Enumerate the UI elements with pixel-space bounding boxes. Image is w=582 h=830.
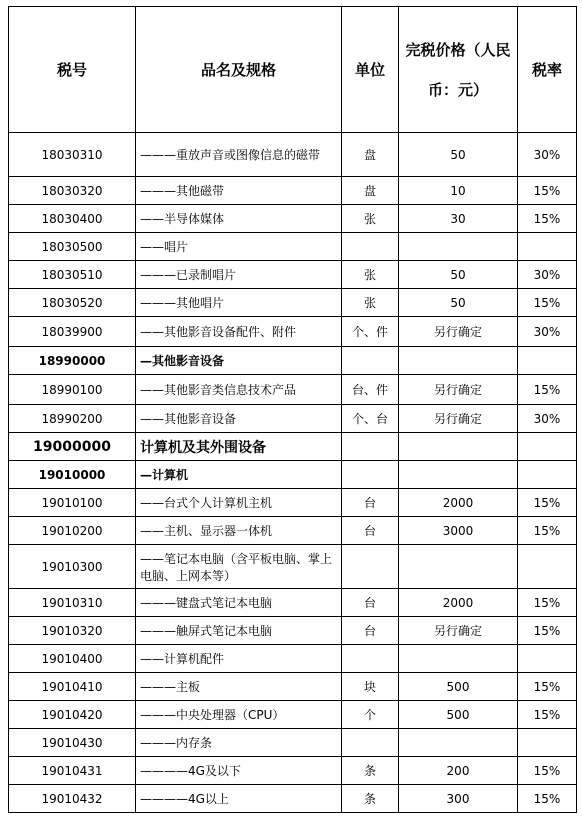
cell-name: ———触屏式笔记本电脑 [136,617,342,645]
cell-code: 18039900 [9,317,136,347]
cell-name: ————4G及以下 [136,757,342,785]
cell-rate [518,347,577,375]
cell-unit [342,545,399,589]
cell-unit: 条 [342,785,399,813]
cell-rate: 15% [518,785,577,813]
cell-unit: 盘 [342,133,399,177]
table-body [9,133,577,813]
cell-code: 19010310 [9,589,136,617]
cell-name: ——计算机配件 [136,645,342,673]
cell-rate: 15% [518,375,577,405]
header-row [9,7,577,133]
cell-code: 19010410 [9,673,136,701]
header-price: 完税价格（人民币：元） [399,7,518,133]
cell-unit: 个、台 [342,405,399,433]
cell-rate [518,645,577,673]
table-row [9,233,577,261]
cell-code: 19010320 [9,617,136,645]
cell-code: 19010200 [9,517,136,545]
cell-price: 50 [399,133,518,177]
table-row [9,617,577,645]
table-row [9,545,577,589]
cell-unit: 条 [342,757,399,785]
cell-unit: 张 [342,289,399,317]
cell-code: 18030320 [9,177,136,205]
cell-rate: 30% [518,317,577,347]
cell-price: 2000 [399,489,518,517]
cell-name: —其他影音设备 [136,347,342,375]
cell-rate: 15% [518,177,577,205]
cell-name: ——唱片 [136,233,342,261]
cell-name: ——其他影音设备 [136,405,342,433]
cell-name: ———其他唱片 [136,289,342,317]
table-row [9,433,577,461]
cell-price: 50 [399,261,518,289]
table-row [9,589,577,617]
cell-code: 18990000 [9,347,136,375]
cell-name: ——台式个人计算机主机 [136,489,342,517]
cell-price: 另行确定 [399,375,518,405]
table-row [9,375,577,405]
cell-price: 30 [399,205,518,233]
cell-rate [518,233,577,261]
table-row [9,261,577,289]
cell-price [399,233,518,261]
cell-code: 18990200 [9,405,136,433]
cell-rate: 30% [518,261,577,289]
cell-code: 19010000 [9,461,136,489]
cell-rate: 15% [518,757,577,785]
cell-name: ———键盘式笔记本电脑 [136,589,342,617]
cell-rate: 15% [518,205,577,233]
cell-price: 3000 [399,517,518,545]
cell-name: ——笔记本电脑（含平板电脑、掌上电脑、上网本等） [136,545,342,589]
cell-unit [342,233,399,261]
cell-name: ——其他影音设备配件、附件 [136,317,342,347]
cell-price: 另行确定 [399,617,518,645]
cell-name: ———已录制唱片 [136,261,342,289]
cell-code: 18030310 [9,133,136,177]
cell-code: 18030400 [9,205,136,233]
cell-name: ———其他磁带 [136,177,342,205]
header-code: 税号 [9,7,136,133]
header-rate: 税率 [518,7,577,133]
cell-rate: 15% [518,673,577,701]
cell-unit: 张 [342,261,399,289]
table-row [9,461,577,489]
table-row [9,785,577,813]
cell-unit: 张 [342,205,399,233]
cell-name: —计算机 [136,461,342,489]
cell-rate [518,729,577,757]
cell-name: ———中央处理器（CPU） [136,701,342,729]
cell-code: 18990100 [9,375,136,405]
cell-price [399,461,518,489]
table-row [9,645,577,673]
cell-price [399,347,518,375]
header-name: 品名及规格 [136,7,342,133]
cell-unit: 台 [342,489,399,517]
cell-unit: 个 [342,701,399,729]
cell-rate: 15% [518,701,577,729]
cell-name: ————4G以上 [136,785,342,813]
cell-rate [518,545,577,589]
cell-price: 50 [399,289,518,317]
cell-name: ———主板 [136,673,342,701]
cell-code: 19010431 [9,757,136,785]
cell-rate: 15% [518,289,577,317]
cell-unit [342,347,399,375]
cell-price: 200 [399,757,518,785]
cell-rate: 30% [518,133,577,177]
table-row [9,517,577,545]
cell-rate: 15% [518,517,577,545]
cell-code: 19010432 [9,785,136,813]
cell-code: 18030510 [9,261,136,289]
cell-unit: 个、件 [342,317,399,347]
header-unit: 单位 [342,7,399,133]
cell-unit [342,729,399,757]
table-row [9,673,577,701]
cell-unit [342,461,399,489]
cell-price [399,645,518,673]
cell-unit: 盘 [342,177,399,205]
cell-unit: 块 [342,673,399,701]
cell-price: 500 [399,673,518,701]
table-row [9,729,577,757]
table-row [9,489,577,517]
cell-name: 计算机及其外围设备 [136,433,342,461]
cell-unit: 台 [342,617,399,645]
cell-code: 19010420 [9,701,136,729]
table-row [9,317,577,347]
cell-price [399,545,518,589]
table-row [9,701,577,729]
cell-name: ——其他影音类信息技术产品 [136,375,342,405]
cell-rate: 15% [518,589,577,617]
cell-price: 另行确定 [399,317,518,347]
table-row [9,405,577,433]
cell-code: 19010400 [9,645,136,673]
table-row [9,177,577,205]
cell-price [399,729,518,757]
table-row [9,133,577,177]
cell-price [399,433,518,461]
cell-price: 2000 [399,589,518,617]
cell-unit [342,433,399,461]
table-row [9,757,577,785]
cell-price: 500 [399,701,518,729]
cell-price: 另行确定 [399,405,518,433]
cell-rate: 15% [518,489,577,517]
cell-code: 18030500 [9,233,136,261]
cell-name: ——主机、显示器一体机 [136,517,342,545]
cell-unit [342,645,399,673]
cell-rate: 30% [518,405,577,433]
cell-code: 19010300 [9,545,136,589]
cell-unit: 台、件 [342,375,399,405]
cell-name: ———内存条 [136,729,342,757]
cell-name: ——半导体媒体 [136,205,342,233]
cell-code: 19010100 [9,489,136,517]
cell-name: ———重放声音或图像信息的磁带 [136,133,342,177]
tariff-table [8,6,577,813]
table-row [9,347,577,375]
cell-rate [518,461,577,489]
table-row [9,205,577,233]
table-row [9,289,577,317]
cell-code: 19010430 [9,729,136,757]
cell-code: 18030520 [9,289,136,317]
cell-rate [518,433,577,461]
cell-rate: 15% [518,617,577,645]
cell-price: 10 [399,177,518,205]
cell-unit: 台 [342,517,399,545]
cell-price: 300 [399,785,518,813]
cell-code: 19000000 [9,433,136,461]
cell-unit: 台 [342,589,399,617]
